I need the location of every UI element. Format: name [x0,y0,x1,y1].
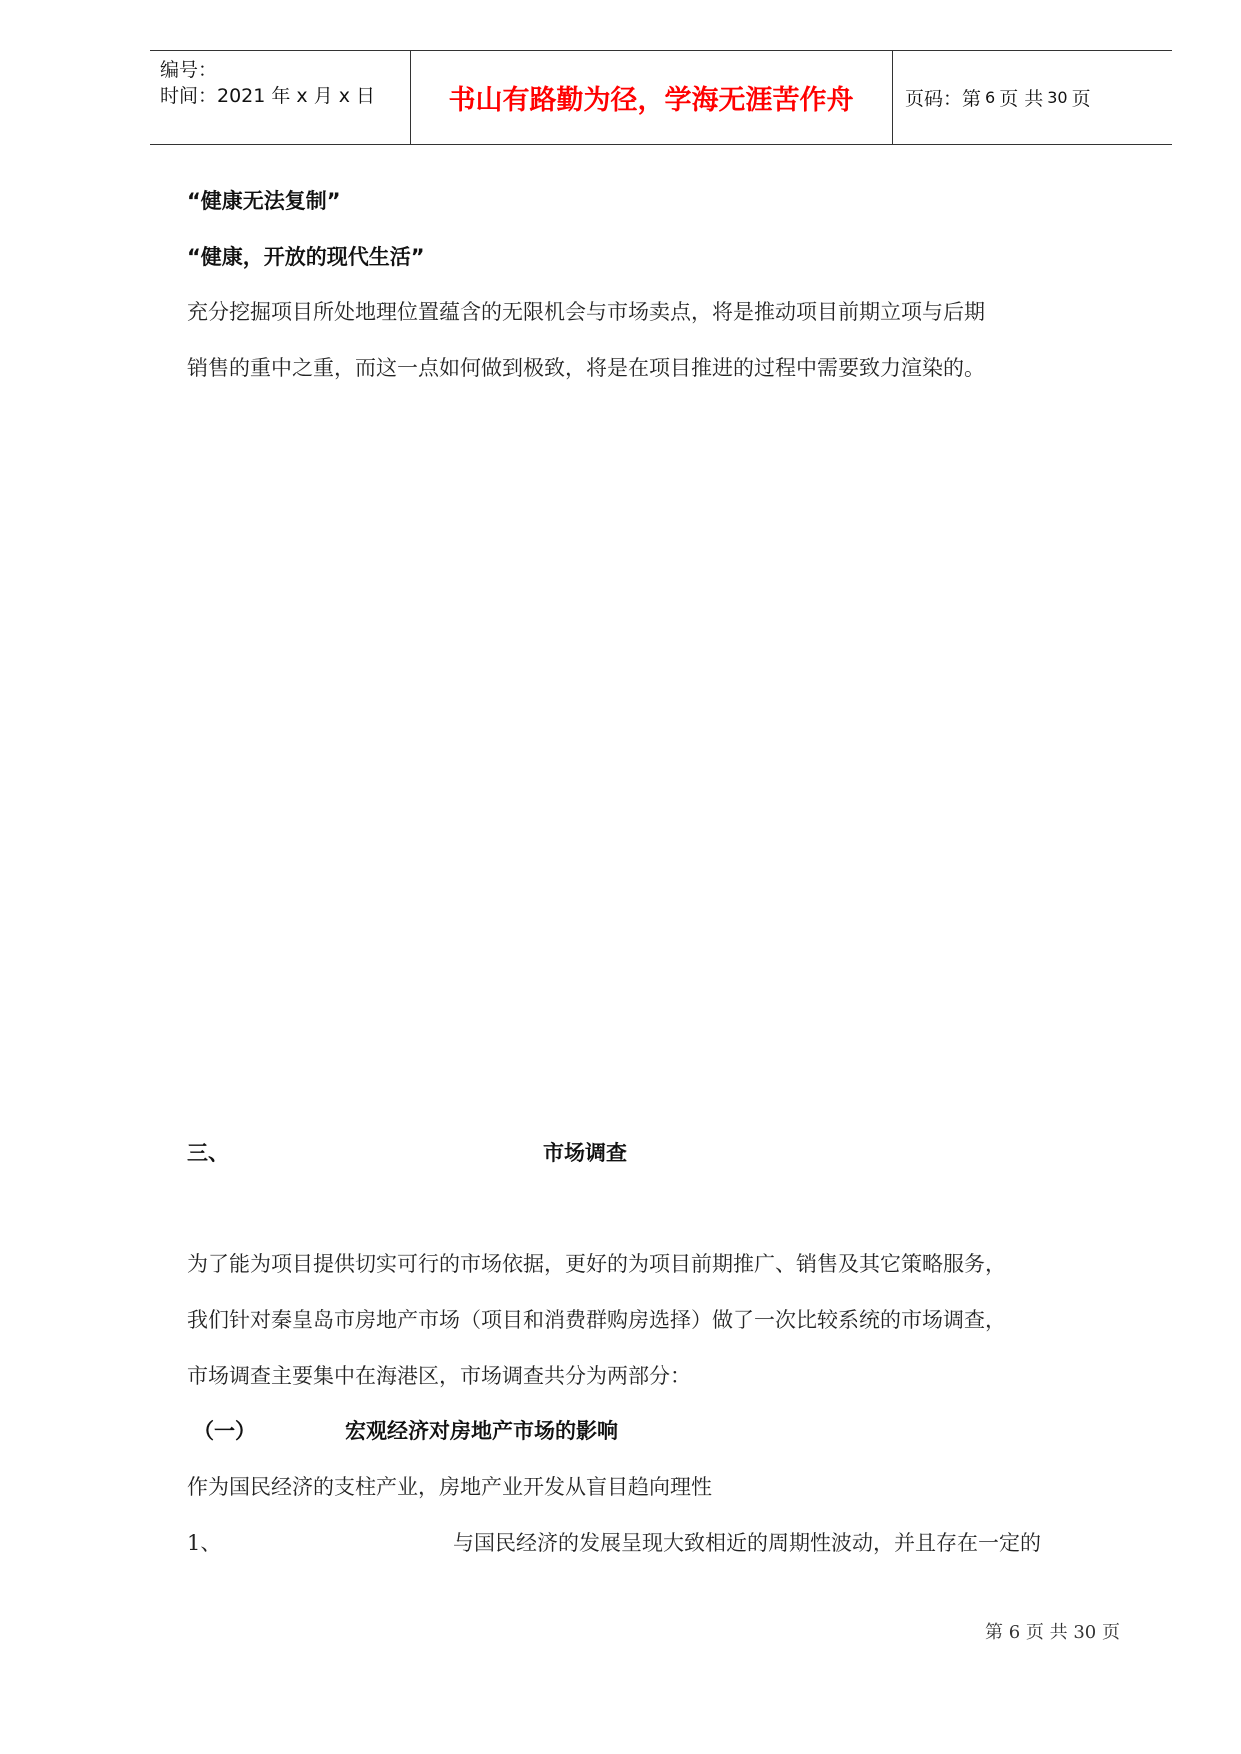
list-item-number: 1、 [187,1531,222,1555]
header-meta [160,57,375,109]
page-header [150,50,1172,145]
document-date: 时间：2021 年 x 月 x 日 [160,85,376,107]
paragraph-line: 销售的重中之重，而这一点如何做到极致，将是在项目推进的过程中需要致力渲染的。 [187,356,985,380]
page-suffix: 页 [1071,88,1091,110]
page-current: 6 [985,88,996,107]
paragraph-line: 充分挖掘项目所处地理位置蕴含的无限机会与市场卖点，将是推动项目前期立项与后期 [187,300,985,324]
subsection-number: （一） [193,1419,256,1443]
header-page-number [905,51,1091,144]
paragraph-line: 市场调查主要集中在海港区，市场调查共分为两部分： [187,1364,691,1388]
section-title: 市场调查 [543,1141,627,1165]
page-prefix: 页码：第 [905,88,982,110]
document-number-label: 编号： [160,59,218,81]
subsection-title: 宏观经济对房地产市场的影响 [345,1419,618,1443]
page-total: 30 [1047,88,1068,107]
slogan-2: “健康，开放的现代生活” [187,245,425,269]
header-divider [892,51,893,144]
page-middle: 页 共 [999,88,1044,110]
page-footer: 第 6 页 共 30 页 [985,1622,1120,1643]
paragraph-line: 作为国民经济的支柱产业，房地产业开发从盲目趋向理性 [187,1475,712,1499]
list-item-text: 与国民经济的发展呈现大致相近的周期性波动，并且存在一定的 [453,1531,1041,1555]
slogan-1: “健康无法复制” [187,189,341,213]
paragraph-line: 我们针对秦皇岛市房地产市场（项目和消费群购房选择）做了一次比较系统的市场调查， [187,1308,1006,1332]
section-number: 三、 [187,1141,229,1165]
header-motto: 书山有路勤为径，学海无涯苦作舟 [448,85,854,116]
paragraph-line: 为了能为项目提供切实可行的市场依据，更好的为项目前期推广、销售及其它策略服务， [187,1252,1006,1276]
